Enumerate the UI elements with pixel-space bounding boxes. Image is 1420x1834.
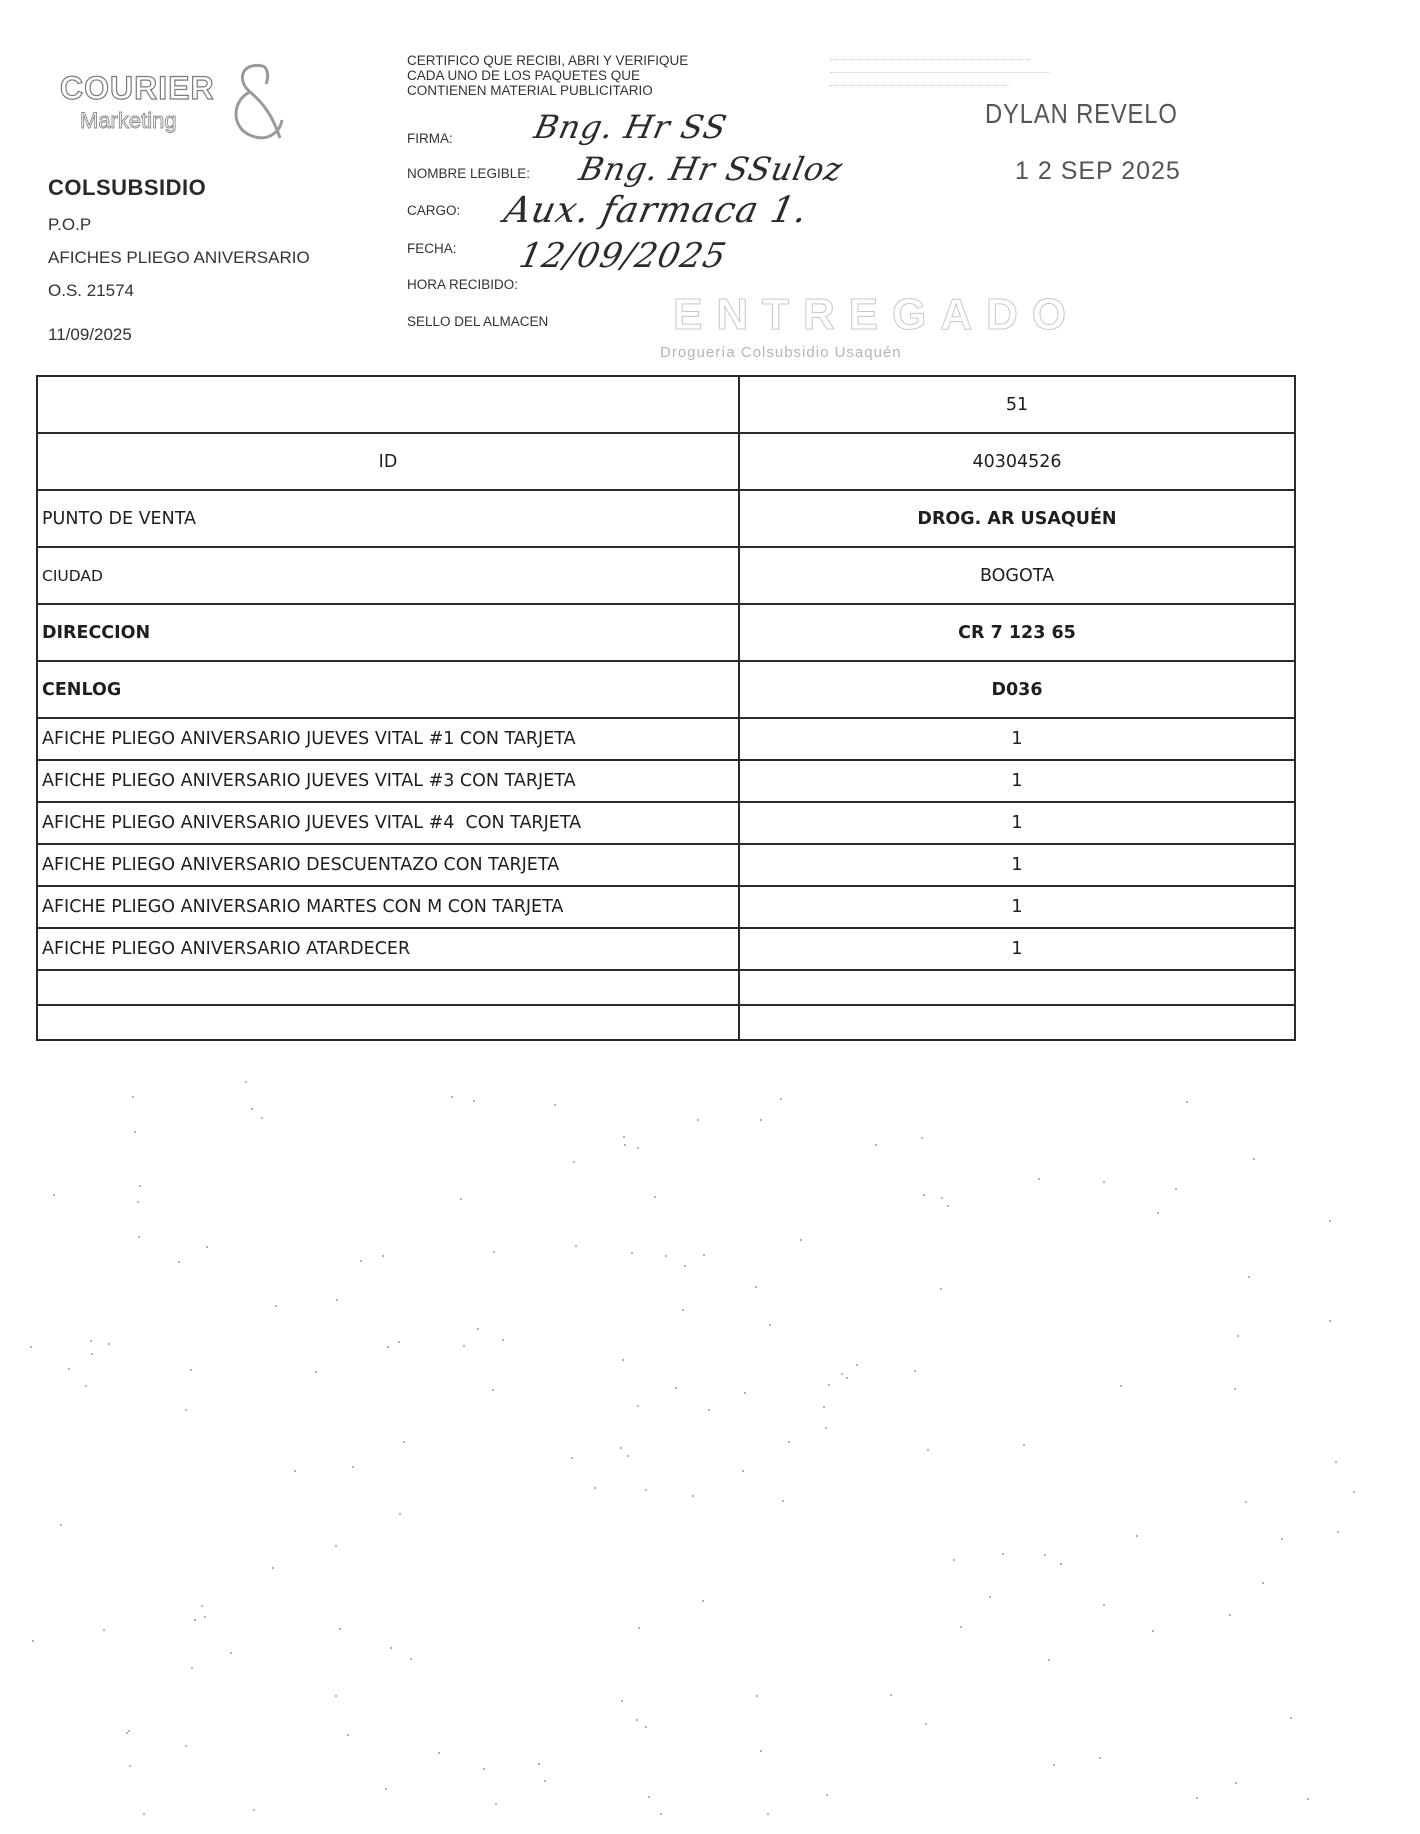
table-cell [37, 970, 739, 1005]
scan-speck [1120, 1385, 1122, 1387]
scan-speck [132, 1096, 134, 1098]
table-row [37, 718, 1295, 760]
firma-label: FIRMA: [407, 131, 453, 146]
sello-almacen-label: SELLO DEL ALMACEN [407, 314, 549, 329]
scan-speck [191, 1667, 193, 1669]
item-label-cell: AFICHE PLIEGO ANIVERSARIO DESCUENTAZO CON TARJETA [37, 844, 739, 886]
scan-speck [692, 1495, 694, 1497]
scan-speck [53, 1194, 55, 1196]
table-row [37, 886, 1295, 928]
scan-speck [631, 1252, 633, 1254]
scan-speck [143, 1813, 145, 1815]
scan-speck [294, 1470, 296, 1472]
scan-speck [760, 1750, 762, 1752]
nombre-legible-label: NOMBRE LEGIBLE: [407, 166, 531, 181]
table-row [37, 802, 1295, 844]
scan-speck [201, 1605, 203, 1607]
scan-speck [272, 1567, 274, 1569]
scan-speck [206, 1246, 208, 1248]
item-qty-cell: 1 [739, 718, 1295, 760]
item-label-cell: AFICHE PLIEGO ANIVERSARIO MARTES CON M CON TARJETA [37, 886, 739, 928]
scan-speck [275, 1305, 277, 1307]
scan-speck [554, 1104, 556, 1106]
table-cell [37, 1005, 739, 1040]
table-row [37, 844, 1295, 886]
scan-speck [185, 1409, 187, 1411]
scan-speck [1229, 1614, 1231, 1616]
scan-speck [755, 1286, 757, 1288]
scan-speck [134, 1131, 136, 1133]
table-row [37, 547, 1295, 604]
scan-speck [989, 1596, 991, 1598]
scan-speck [30, 1346, 32, 1348]
scan-speck [1136, 1535, 1138, 1537]
scan-speck [387, 1346, 389, 1348]
table-cell [739, 970, 1295, 1005]
scan-speck [68, 1368, 70, 1370]
scan-speck [1103, 1604, 1105, 1606]
scan-speck [682, 1309, 684, 1311]
scan-speck [398, 1341, 400, 1343]
scan-speck [538, 1763, 540, 1765]
scan-speck [702, 1600, 704, 1602]
table-row [37, 433, 1295, 490]
scan-speck [1044, 1554, 1046, 1556]
scan-speck [703, 1254, 705, 1256]
scan-speck [960, 1626, 962, 1628]
item-qty-cell: 1 [739, 844, 1295, 886]
delivery-table [36, 375, 1296, 1041]
scan-speck [90, 1340, 92, 1342]
scan-speck [339, 1628, 341, 1630]
scan-speck [137, 1201, 139, 1203]
punto-venta-label-cell: PUNTO DE VENTA [37, 490, 739, 547]
scan-speck [826, 1794, 828, 1796]
scan-speck [385, 1788, 387, 1790]
scan-speck [544, 1780, 546, 1782]
table-row [37, 490, 1295, 547]
scan-speck [684, 1265, 686, 1267]
scan-speck [460, 1198, 462, 1200]
scan-speck [103, 1629, 105, 1631]
scan-speck [654, 1196, 656, 1198]
item-qty-cell: 1 [739, 802, 1295, 844]
table-row [37, 604, 1295, 661]
logo-tagline: Marketing [80, 108, 177, 133]
scan-speck [403, 1441, 405, 1443]
scan-speck [846, 1377, 848, 1379]
scan-speck [622, 1359, 624, 1361]
scan-speck [953, 1559, 955, 1561]
scan-speck [492, 1389, 494, 1391]
scan-speck [335, 1545, 337, 1547]
table-row [37, 928, 1295, 970]
scan-speck [60, 1524, 62, 1526]
scan-speck [253, 1809, 255, 1811]
scan-speck [178, 1261, 180, 1263]
cargo-label: CARGO: [407, 203, 461, 218]
scan-speck [756, 1695, 758, 1697]
client-category: P.O.P [48, 215, 92, 234]
item-label-cell: AFICHE PLIEGO ANIVERSARIO ATARDECER [37, 928, 739, 970]
scan-speck [502, 1339, 504, 1341]
scan-speck [32, 1640, 34, 1642]
scan-speck [245, 1081, 247, 1083]
scan-speck [204, 1616, 206, 1618]
scan-speck [760, 1119, 762, 1121]
scan-speck [473, 1100, 475, 1102]
scan-speck [129, 1765, 131, 1767]
scan-speck [841, 1373, 843, 1375]
scan-speck [483, 1768, 485, 1770]
client-name: COLSUBSIDIO [48, 175, 207, 200]
scan-speck [1329, 1220, 1331, 1222]
scan-speck [251, 1108, 253, 1110]
scan-speck [1290, 1717, 1292, 1719]
courier-marketing-logo [52, 58, 282, 148]
scan-speck [1038, 1178, 1040, 1180]
scan-speck [360, 1260, 362, 1262]
scan-speck [493, 1251, 495, 1253]
certificate-line-1: CERTIFICO QUE RECIBI, ABRI Y VERIFIQUE [407, 53, 689, 68]
scan-speck [451, 1096, 453, 1098]
nombre-handwritten: Bng. Hr SSuloz [575, 150, 847, 188]
scan-speck [347, 1734, 349, 1736]
scan-speck [91, 1353, 93, 1355]
table-row-empty [37, 1005, 1295, 1040]
fecha-label: FECHA: [407, 241, 457, 256]
scan-speck [941, 1197, 943, 1199]
scan-speck [638, 1627, 640, 1629]
fecha-handwritten: 12/09/2025 [515, 236, 731, 276]
scan-speck [624, 1144, 626, 1146]
table-row [37, 376, 1295, 433]
scan-speck [1329, 1320, 1331, 1322]
scan-speck [477, 1328, 479, 1330]
scan-speck [138, 1236, 140, 1238]
scan-speck [697, 1119, 699, 1121]
scan-speck [1152, 1630, 1154, 1632]
firma-handwritten: Bng. Hr SS [530, 108, 731, 146]
punto-venta-value-cell: DROG. AR USAQUÉN [739, 490, 1295, 547]
table-cell [37, 376, 739, 433]
scan-speck [788, 1441, 790, 1443]
item-label-cell: AFICHE PLIEGO ANIVERSARIO JUEVES VITAL #3 CON TARJETA [37, 760, 739, 802]
cargo-handwritten: Aux. farmaca 1. [500, 190, 812, 231]
certificate-line-2: CADA UNO DE LOS PAQUETES QUE [407, 68, 641, 83]
scan-speck [825, 1427, 827, 1429]
scan-speck [399, 1513, 401, 1515]
scan-speck [594, 1487, 596, 1489]
scan-speck [623, 1136, 625, 1138]
cenlog-value-cell: D036 [739, 661, 1295, 718]
scan-speck [637, 1147, 639, 1149]
scan-speck [185, 1745, 187, 1747]
scan-speck [438, 1752, 440, 1754]
scan-speck [645, 1489, 647, 1491]
scan-speck [1186, 1101, 1188, 1103]
scan-speck [636, 1719, 638, 1721]
stamp-date: 1 2 SEP 2025 [1015, 157, 1181, 185]
ciudad-value-cell: BOGOTA [739, 547, 1295, 604]
stamp-receiver-name: DYLAN REVELO [985, 98, 1178, 129]
scan-speck [1196, 1797, 1198, 1799]
direccion-value-cell: CR 7 123 65 [739, 604, 1295, 661]
scan-speck [890, 1694, 892, 1696]
scan-speck [1053, 1764, 1055, 1766]
scan-speck [382, 1255, 384, 1257]
id-label-cell: ID [37, 433, 739, 490]
scan-speck [742, 1470, 744, 1472]
scan-speck [390, 1647, 392, 1649]
scan-speck [823, 1406, 825, 1408]
scan-speck [1023, 1444, 1025, 1446]
ciudad-label-cell: CIUDAD [37, 547, 739, 604]
scan-speck [621, 1700, 623, 1702]
scan-speck [315, 1371, 317, 1373]
scan-speck [927, 1449, 929, 1451]
scan-speck [194, 1619, 196, 1621]
scan-speck [1253, 1158, 1255, 1160]
scan-speck [1281, 1538, 1283, 1540]
scan-speck [575, 1245, 577, 1247]
scan-speck [947, 1205, 949, 1207]
scan-speck [495, 1803, 497, 1805]
scan-speck [1002, 1553, 1004, 1555]
scan-speck [800, 1239, 802, 1241]
logo-brand: COURIER [60, 70, 215, 106]
scan-speck [637, 1405, 639, 1407]
scan-speck [923, 1194, 925, 1196]
certificate-line-3: CONTIENEN MATERIAL PUBLICITARIO [407, 83, 653, 98]
scan-speck [627, 1455, 629, 1457]
scan-speck [856, 1364, 858, 1366]
scan-speck [1237, 1335, 1239, 1337]
scan-speck [1103, 1181, 1105, 1183]
scan-speck [108, 1343, 110, 1345]
scan-speck [1335, 1461, 1337, 1463]
scan-speck [875, 1144, 877, 1146]
scan-speck [573, 1161, 575, 1163]
scan-speck [1099, 1757, 1101, 1759]
scan-speck [230, 1652, 232, 1654]
scan-speck [352, 1466, 354, 1468]
scan-speck [620, 1447, 622, 1449]
table-cell [739, 1005, 1295, 1040]
order-number: O.S. 21574 [48, 281, 135, 300]
campaign-name: AFICHES PLIEGO ANIVERSARIO [48, 248, 310, 267]
ampersand-icon [222, 58, 286, 148]
scan-speck [128, 1730, 130, 1732]
scan-speck [336, 1299, 338, 1301]
hora-recibido-label: HORA RECIBIDO: [407, 277, 519, 292]
item-qty-cell: 1 [739, 928, 1295, 970]
scan-speck [1060, 1563, 1062, 1565]
table-row-empty [37, 970, 1295, 1005]
scan-speck [921, 1137, 923, 1139]
scan-speck [261, 1117, 263, 1119]
scan-speck [780, 1098, 782, 1100]
item-label-cell: AFICHE PLIEGO ANIVERSARIO JUEVES VITAL #1 CON TARJETA [37, 718, 739, 760]
scan-speck [1337, 1531, 1339, 1533]
scan-speck [769, 1324, 771, 1326]
client-info [48, 175, 310, 358]
document-date: 11/09/2025 [48, 325, 132, 344]
scan-speck [571, 1457, 573, 1459]
table-row [37, 760, 1295, 802]
cenlog-label-cell: CENLOG [37, 661, 739, 718]
scan-speck [660, 1813, 662, 1815]
id-value-cell: 40304526 [739, 433, 1295, 490]
item-qty-cell: 1 [739, 886, 1295, 928]
scan-speck [126, 1732, 128, 1734]
scan-speck [828, 1384, 830, 1386]
scan-speck [940, 1288, 942, 1290]
direccion-label-cell: DIRECCION [37, 604, 739, 661]
scan-speck [1048, 1659, 1050, 1661]
scan-speck [1353, 1491, 1355, 1493]
table-row [37, 661, 1295, 718]
item-qty-cell: 1 [739, 760, 1295, 802]
warehouse-stamp-subtitle: Droguería Colsubsidio Usaquén [660, 344, 902, 361]
scan-speck [1262, 1582, 1264, 1584]
scan-speck [648, 1796, 650, 1798]
scan-speck [1248, 1276, 1250, 1278]
scan-speck [925, 1723, 927, 1725]
scan-speck [645, 1726, 647, 1728]
scan-speck [914, 1370, 916, 1372]
scan-speck [190, 1369, 192, 1371]
scan-speck [139, 1185, 141, 1187]
header-value-cell: 51 [739, 376, 1295, 433]
scan-speck [1175, 1188, 1177, 1190]
warehouse-stamp: ENTREGADO [673, 290, 1081, 339]
scan-speck [767, 1813, 769, 1815]
scan-speck [1157, 1212, 1159, 1214]
scan-speck [1245, 1501, 1247, 1503]
scan-speck [744, 1392, 746, 1394]
faint-stamp-text [830, 55, 1050, 98]
scan-speck [1307, 1798, 1309, 1800]
item-label-cell: AFICHE PLIEGO ANIVERSARIO JUEVES VITAL #4 CON TARJETA [37, 802, 739, 844]
scan-speck [1235, 1782, 1237, 1784]
scan-speck [782, 1500, 784, 1502]
scan-speck [675, 1387, 677, 1389]
scan-speck [1234, 1388, 1236, 1390]
scan-speck [410, 1658, 412, 1660]
scan-speck [85, 1385, 87, 1387]
scan-speck [665, 1255, 667, 1257]
scan-speck [463, 1345, 465, 1347]
scan-speck [708, 1409, 710, 1411]
scan-speck [335, 1695, 337, 1697]
